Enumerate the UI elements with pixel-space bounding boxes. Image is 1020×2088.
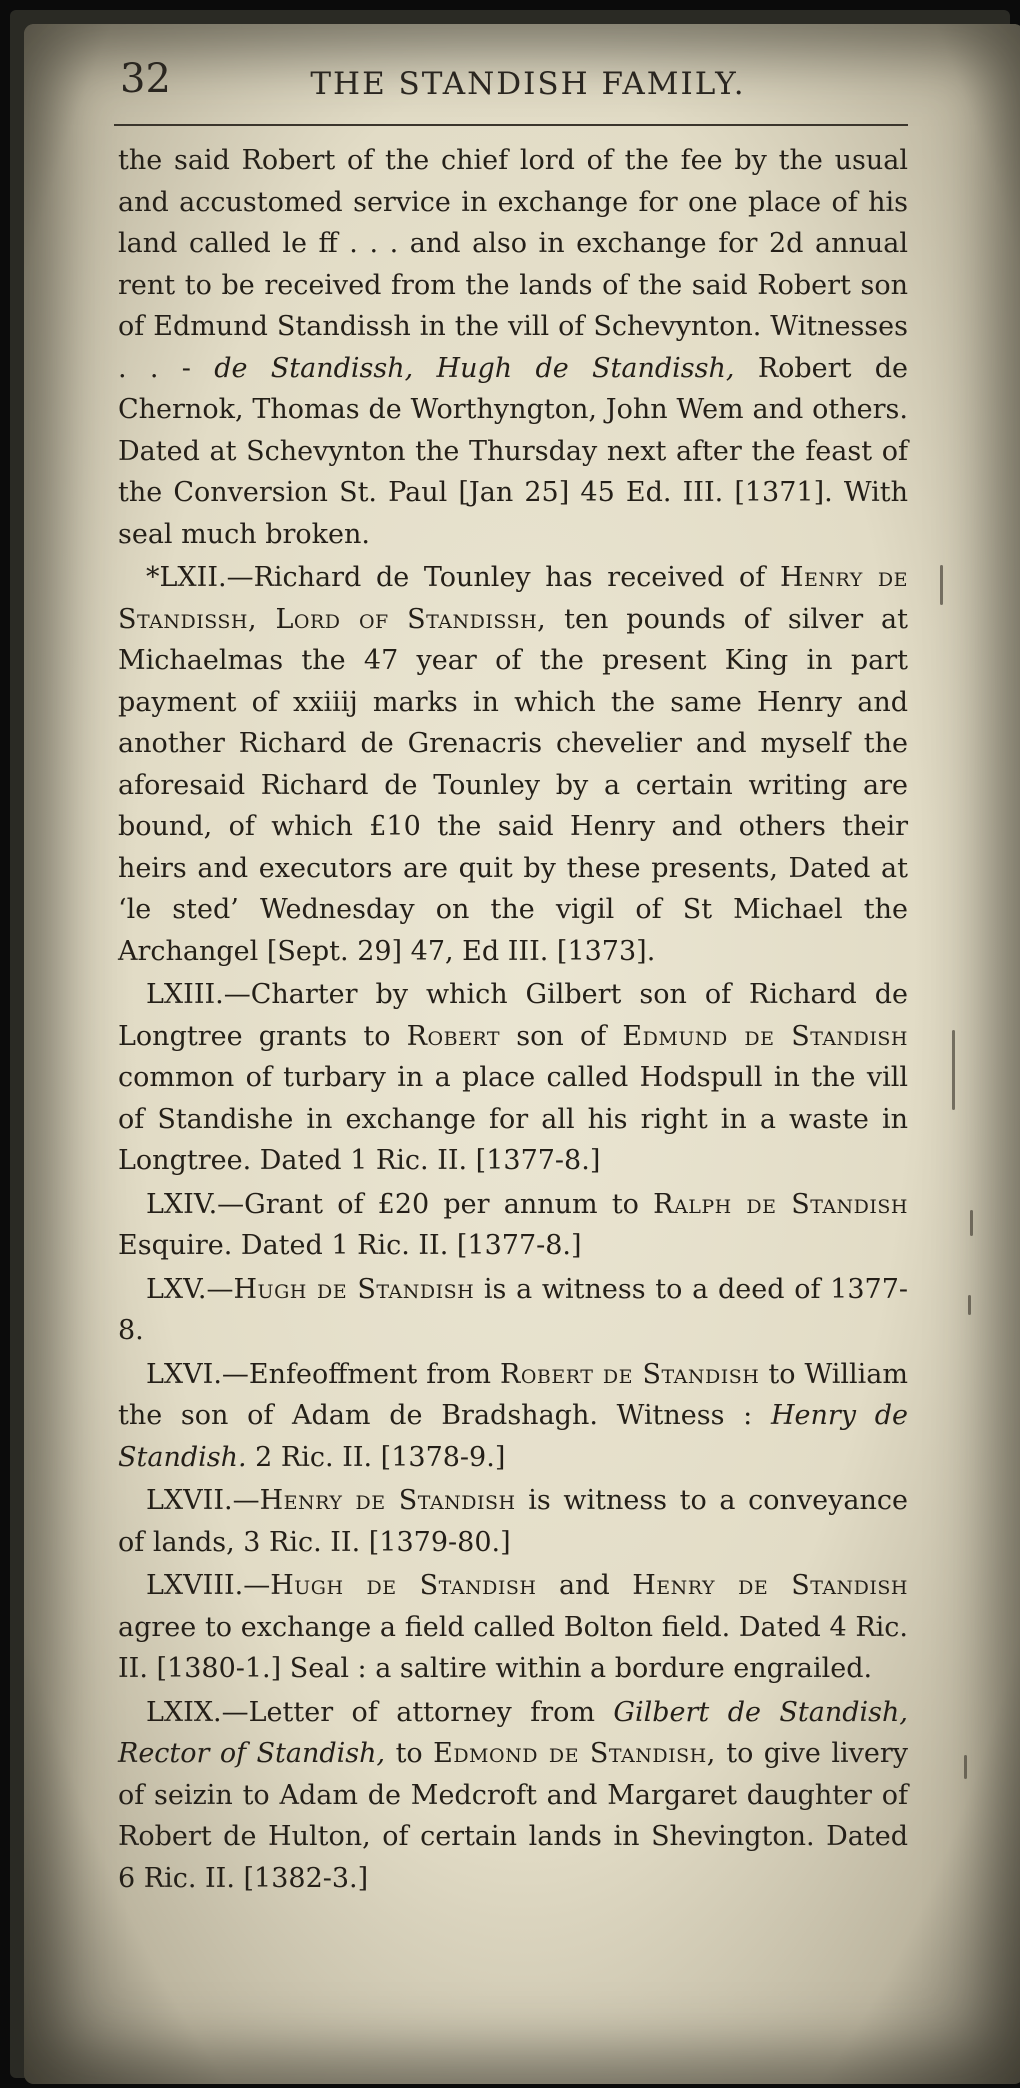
smallcaps-run: Hugh de Standish <box>270 1570 537 1601</box>
margin-mark <box>952 1030 955 1110</box>
text-run: LXIV.—Grant of £20 per annum to <box>146 1188 654 1220</box>
margin-mark <box>970 1210 973 1236</box>
entry-lxiii <box>118 974 908 1182</box>
text-run: Robert de Chernok, Thomas de Worthyngton, John Wem and others. Dated at Schevynton the Thursday next after the feast of the Conversion St. Paul [Jan 25] 45 Ed. III. [1371]. With seal much broken. <box>118 352 908 550</box>
text-run: to <box>385 1738 434 1769</box>
page-header <box>106 56 910 106</box>
text-run: agree to exchange a field called Bolton field. Dated 4 Ric. II. [1380-1.] Seal : a saltire within a bordure engrailed. <box>118 1611 908 1684</box>
entry-lxviii <box>118 1565 908 1690</box>
paragraph-continuation <box>118 140 908 555</box>
entry-lxix <box>118 1692 908 1900</box>
text-run: son of <box>500 1020 623 1052</box>
text-run: is a witness to a deed of 1377-8. <box>118 1273 908 1346</box>
entry-lxii <box>118 557 908 972</box>
italic-run: Henry de Standish. <box>118 1400 908 1473</box>
text-run: to William the son of Adam de Bradshagh. Witness : <box>118 1358 908 1431</box>
header-rule <box>114 124 908 126</box>
entry-lxv <box>118 1269 908 1352</box>
text-run: *LXII.—Richard de Tounley has received of <box>146 562 780 593</box>
smallcaps-run: Henry de Standish <box>632 1570 908 1601</box>
page-body <box>118 140 908 1899</box>
page-number: 32 <box>120 56 171 102</box>
text-run: to give livery of seizin to Adam de Medcroft and Margaret daughter of Robert de Hulton, of certain lands in Shevington. Dated 6 Ric. II. [1382-3.] <box>118 1738 909 1894</box>
margin-mark <box>964 1755 967 1779</box>
margin-mark <box>940 565 943 605</box>
text-run: LXIII.—Charter by which Gilbert son of Richard de Longtree grants to <box>118 979 908 1052</box>
running-title: THE STANDISH FAMILY. <box>310 66 746 102</box>
text-run: common of turbary in a place called Hodspull in the vill of Standishe in exchange for all his right in a waste in Longtree. Dated 1 Ric. II. [1377-8.] <box>118 1062 908 1176</box>
smallcaps-run: Henry de Standissh, Lord of Standissh, <box>118 562 908 635</box>
text-run: the said Robert of the chief lord of the fee by the usual and accustomed service in exchange for one place of his land called le ff . . . and also in exchange for 2d annual rent to be received from the lands of the said Robert son of Edmund Standissh in the vill of Schevynton. Witnesses . . - <box>118 145 908 384</box>
smallcaps-run: Robert de Standish <box>500 1358 760 1390</box>
text-run: and <box>536 1570 633 1601</box>
smallcaps-run: Henry de Standish <box>259 1485 516 1516</box>
text-run: LXIX.—Letter of attorney from <box>146 1696 614 1728</box>
smallcaps-run: Edmund de Standish <box>622 1020 908 1052</box>
text-run: Esquire. Dated 1 Ric. II. [1377-8.] <box>118 1230 582 1261</box>
smallcaps-run: Edmond de Standish, <box>433 1738 716 1769</box>
text-run: LXVI.—Enfeoffment from <box>146 1358 501 1390</box>
entry-lxvi <box>118 1354 908 1479</box>
smallcaps-run: Robert <box>406 1020 501 1052</box>
smallcaps-run: Hugh de Standish <box>233 1273 475 1305</box>
smallcaps-run: Ralph de Standish <box>653 1188 908 1220</box>
text-run: LXV.— <box>146 1273 234 1305</box>
margin-mark <box>968 1295 971 1315</box>
italic-run: Gilbert de Standish, Rector of Standish, <box>118 1696 908 1769</box>
text-run: LXVIII.— <box>146 1570 271 1601</box>
entry-lxiv <box>118 1184 908 1267</box>
text-run: LXVII.— <box>146 1485 260 1516</box>
italic-run: de Standissh, Hugh de Standissh, <box>214 352 735 384</box>
text-run: is witness to a conveyance of lands, 3 Ric. II. [1379-80.] <box>118 1485 908 1558</box>
entry-lxvii <box>118 1480 908 1563</box>
text-run: ten pounds of silver at Michaelmas the 47 year of the present King in part payment of xxiiij marks in which the same Henry and another Richard de Grenacris chevelier and myself the aforesaid Richard de Tounley by a certain writing are bound, of which £10 the said Henry and others their heirs and executors are quit by these presents, Dated at ‘le sted’ Wednesday on the vigil of St Michael the Archangel [Sept. 29] 47, Ed III. [1373]. <box>118 603 908 967</box>
text-run: 2 Ric. II. [1378-9.] <box>246 1441 506 1473</box>
